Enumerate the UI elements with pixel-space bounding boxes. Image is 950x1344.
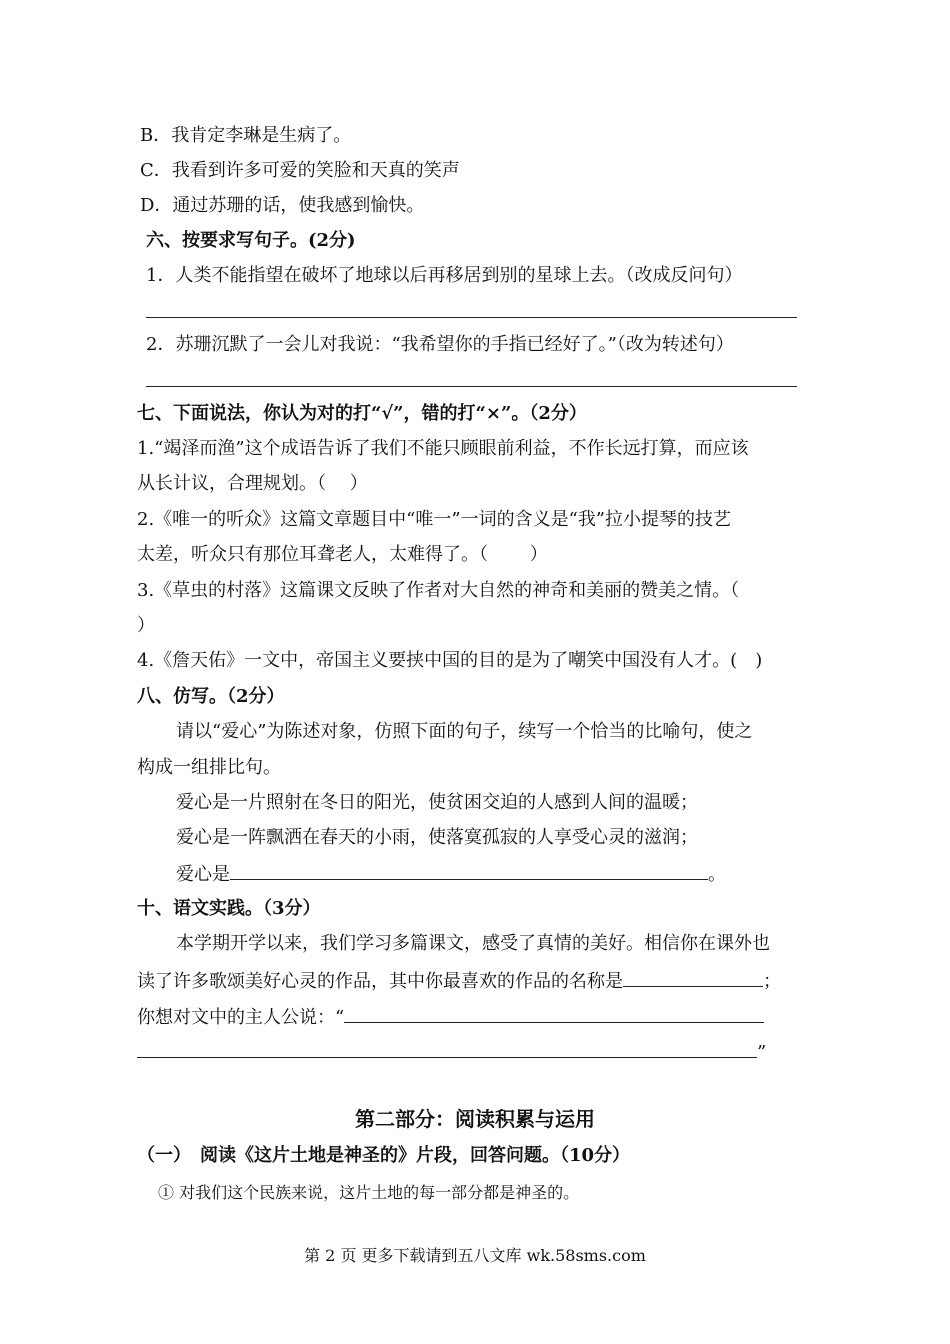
- section10-line1: 本学期开学以来，我们学习多篇课文，感受了真情的美好。相信你在课外也: [176, 933, 770, 954]
- message-blank-2[interactable]: [137, 1039, 757, 1058]
- section8-example1: 爱心是一片照射在冬日的阳光，使贫困交迫的人感到人间的温暖；: [176, 792, 698, 813]
- section8-intro-line1: 请以“爱心”为陈述对象，仿照下面的句子，续写一个恰当的比喻句，使之: [176, 721, 753, 742]
- section10-line3: [137, 1004, 764, 1030]
- section7-title: 七、下面说法，你认为对的打“√”，错的打“×”。（2分）: [137, 403, 587, 424]
- favorite-work-blank[interactable]: [623, 968, 763, 987]
- section10-close-quote: ”: [757, 1042, 767, 1063]
- section7-q2-line1: 2.《唯一的听众》这篇文章题目中“唯一”一词的含义是“我”拉小提琴的技艺: [137, 509, 731, 530]
- section8-prompt: 爱心是: [176, 864, 230, 885]
- section10-title: 十、语文实践。（3分）: [137, 898, 321, 919]
- section10-line2: [137, 968, 781, 994]
- option-b: B．我肯定李琳是生病了。: [140, 125, 352, 146]
- part2-title: 第二部分：阅读积累与运用: [355, 1107, 595, 1131]
- section7-q2-line2: 太差，听众只有那位耳聋老人，太难得了。（ ）: [137, 544, 548, 565]
- section7-q1-line2: 从长计议，合理规划。（ ）: [137, 473, 368, 494]
- option-c: C．我看到许多可爱的笑脸和天真的笑声: [140, 160, 460, 181]
- page-footer: 第 2 页 更多下载请到五八文库 wk.58sms.com: [304, 1246, 646, 1265]
- section10-line4: [137, 1039, 766, 1065]
- section8-end: 。: [708, 864, 726, 885]
- section6-q2: 2．苏珊沉默了一会儿对我说：“我希望你的手指已经好了。”（改为转述句）: [146, 334, 734, 355]
- section7-q4: 4.《詹天佑》一文中，帝国主义要挟中国的目的是为了嘲笑中国没有人才。( ): [137, 650, 763, 671]
- section8-answer-row: [176, 861, 726, 887]
- section6-title: 六、按要求写句子。(2分): [146, 230, 356, 251]
- section10-line2-end: ；: [763, 971, 781, 992]
- reading-paragraph-1: ① 对我们这个民族来说，这片土地的每一部分都是神圣的。: [158, 1183, 580, 1202]
- answer-line-q2[interactable]: [146, 386, 797, 387]
- section8-example2: 爱心是一阵飘洒在春天的小雨，使落寞孤寂的人享受心灵的滋润；: [176, 827, 698, 848]
- option-d: D．通过苏珊的话，使我感到愉快。: [140, 195, 425, 216]
- section7-q1-line1: 1.“竭泽而渔”这个成语告诉了我们不能只顾眼前利益，不作长远打算，而应该: [137, 438, 749, 459]
- section7-q3-line1: 3.《草虫的村落》这篇课文反映了作者对大自然的神奇和美丽的赞美之情。（: [137, 580, 740, 601]
- reading-title: （一） 阅读《这片土地是神圣的》片段，回答问题。（10分）: [137, 1145, 631, 1166]
- section7-q3-line2: ）: [137, 615, 155, 636]
- section8-intro-line2: 构成一组排比句。: [137, 757, 281, 778]
- section10-line2-text: 读了许多歌颂美好心灵的作品，其中你最喜欢的作品的名称是: [137, 971, 623, 992]
- message-blank-1[interactable]: [344, 1004, 764, 1023]
- section10-line3-text: 你想对文中的主人公说：“: [137, 1007, 345, 1028]
- section8-answer-blank[interactable]: [230, 861, 708, 880]
- answer-line-q1[interactable]: [146, 317, 797, 318]
- section6-q1: 1．人类不能指望在破坏了地球以后再移居到别的星球上去。（改成反问句）: [146, 265, 743, 286]
- section8-title: 八、仿写。（2分）: [137, 686, 285, 707]
